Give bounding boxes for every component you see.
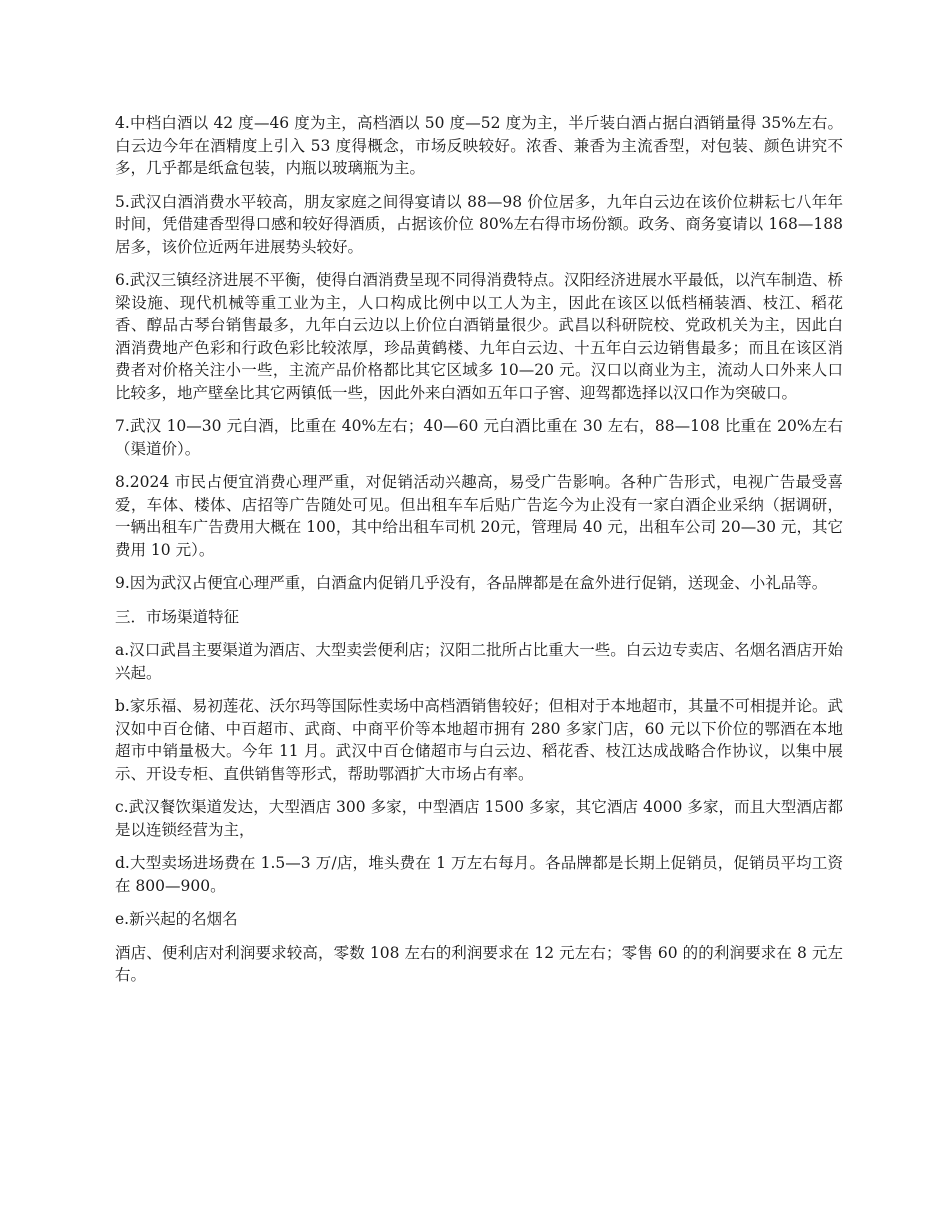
paragraph-6: 6.武汉三镇经济进展不平衡，使得白酒消费呈现不同得消费特点。汉阳经济进展水平最低，以汽车制造、桥梁设施、现代机械等重工业为主，人口构成比例中以工人为主，因此在该区以低档桶装酒、枝江、稻花香、醇品古琴台销售最多，九年白云边以上价位白酒销量很少。武昌以科研院校、党政机关为主，因此白酒消费地产色彩和行政色彩比较浓厚，珍品黄鹤楼、九年白云边、十五年白云边销售最多；而且在该区消费者对价格关注小一些，主流产品价格都比其它区域多 10—20 元。汉口以商业为主，流动人口外来人口比较多，地产壁垒比其它两镇低一些，因此外来白酒如五年口子窖、迎驾都选择以汉口作为突破口。: [115, 271, 843, 402]
paragraph-5: 5.武汉白酒消费水平较高，朋友家庭之间得宴请以 88—98 价位居多，九年白云边在该价位耕耘七八年年时间，凭借建香型得口感和较好得酒质，占据该价位 80%左右得市场份额。政务、商务宴请以 168—188 居多，该价位近两年进展势头较好。: [115, 192, 843, 256]
section-heading: 三．市场渠道特征: [115, 607, 240, 626]
paragraph-8: 8.2024 市民占便宜消费心理严重，对促销活动兴趣高，易受广告影响。各种广告形式，电视广告最受喜爱，车体、楼体、店招等广告随处可见。但出租车车后贴广告迄今为止没有一家白酒企业采纳（据调研，一辆出租车广告费用大概在 100，其中给出租车司机 20元，管理局 40 元，出租车公司 20—30 元，其它费用 10 元）。: [115, 473, 843, 559]
paragraph-b: b.家乐福、易初莲花、沃尔玛等国际性卖场中高档酒销售较好；但相对于本地超市，其量不可相提并论。武汉如中百仓储、中百超市、武商、中商平价等本地超市拥有 280 多家门店，60 元以下价位的鄂酒在本地超市中销量极大。今年 11 月。武汉中百仓储超市与白云边、稻花香、枝江达成战略合作协议，以集中展示、开设专柜、直供销售等形式，帮助鄂酒扩大市场占有率。: [115, 697, 843, 783]
paragraph-e: e.新兴起的名烟名: [115, 910, 238, 928]
document-body: [115, 112, 843, 998]
paragraph-7: 7.武汉 10—30 元白酒，比重在 40%左右；40—60 元白酒比重在 30 左右，88—108 比重在 20%左右（渠道价）。: [115, 417, 843, 458]
paragraph-a: a.汉口武昌主要渠道为酒店、大型卖尝便利店；汉阳二批所占比重大一些。白云边专卖店、名烟名酒店开始兴起。: [115, 641, 843, 682]
paragraph-c: c.武汉餐饮渠道发达，大型酒店 300 多家，中型酒店 1500 多家，其它酒店 4000 多家，而且大型酒店都是以连锁经营为主，: [115, 798, 843, 839]
paragraph-e-continued: 酒店、便利店对利润要求较高，零数 108 左右的利润要求在 12 元左右；零售 60 的的利润要求在 8 元左右。: [115, 943, 843, 984]
paragraph-9: 9.因为武汉占便宜心理严重，白酒盒内促销几乎没有，各品牌都是在盒外进行促销，送现金、小礼品等。: [115, 574, 828, 592]
paragraph-d: d.大型卖场进场费在 1.5—3 万/店，堆头费在 1 万左右每月。各品牌都是长期上促销员，促销员平均工资在 800—900。: [115, 854, 843, 895]
paragraph-4: 4.中档白酒以 42 度—46 度为主，高档酒以 50 度—52 度为主，半斤装白酒占据白酒销量得 35%左右。白云边今年在酒精度上引入 53 度得概念，市场反映较好。浓香、兼香为主流香型，对包装、颜色讲究不多，几乎都是纸盒包装，内瓶以玻璃瓶为主。: [115, 114, 843, 177]
